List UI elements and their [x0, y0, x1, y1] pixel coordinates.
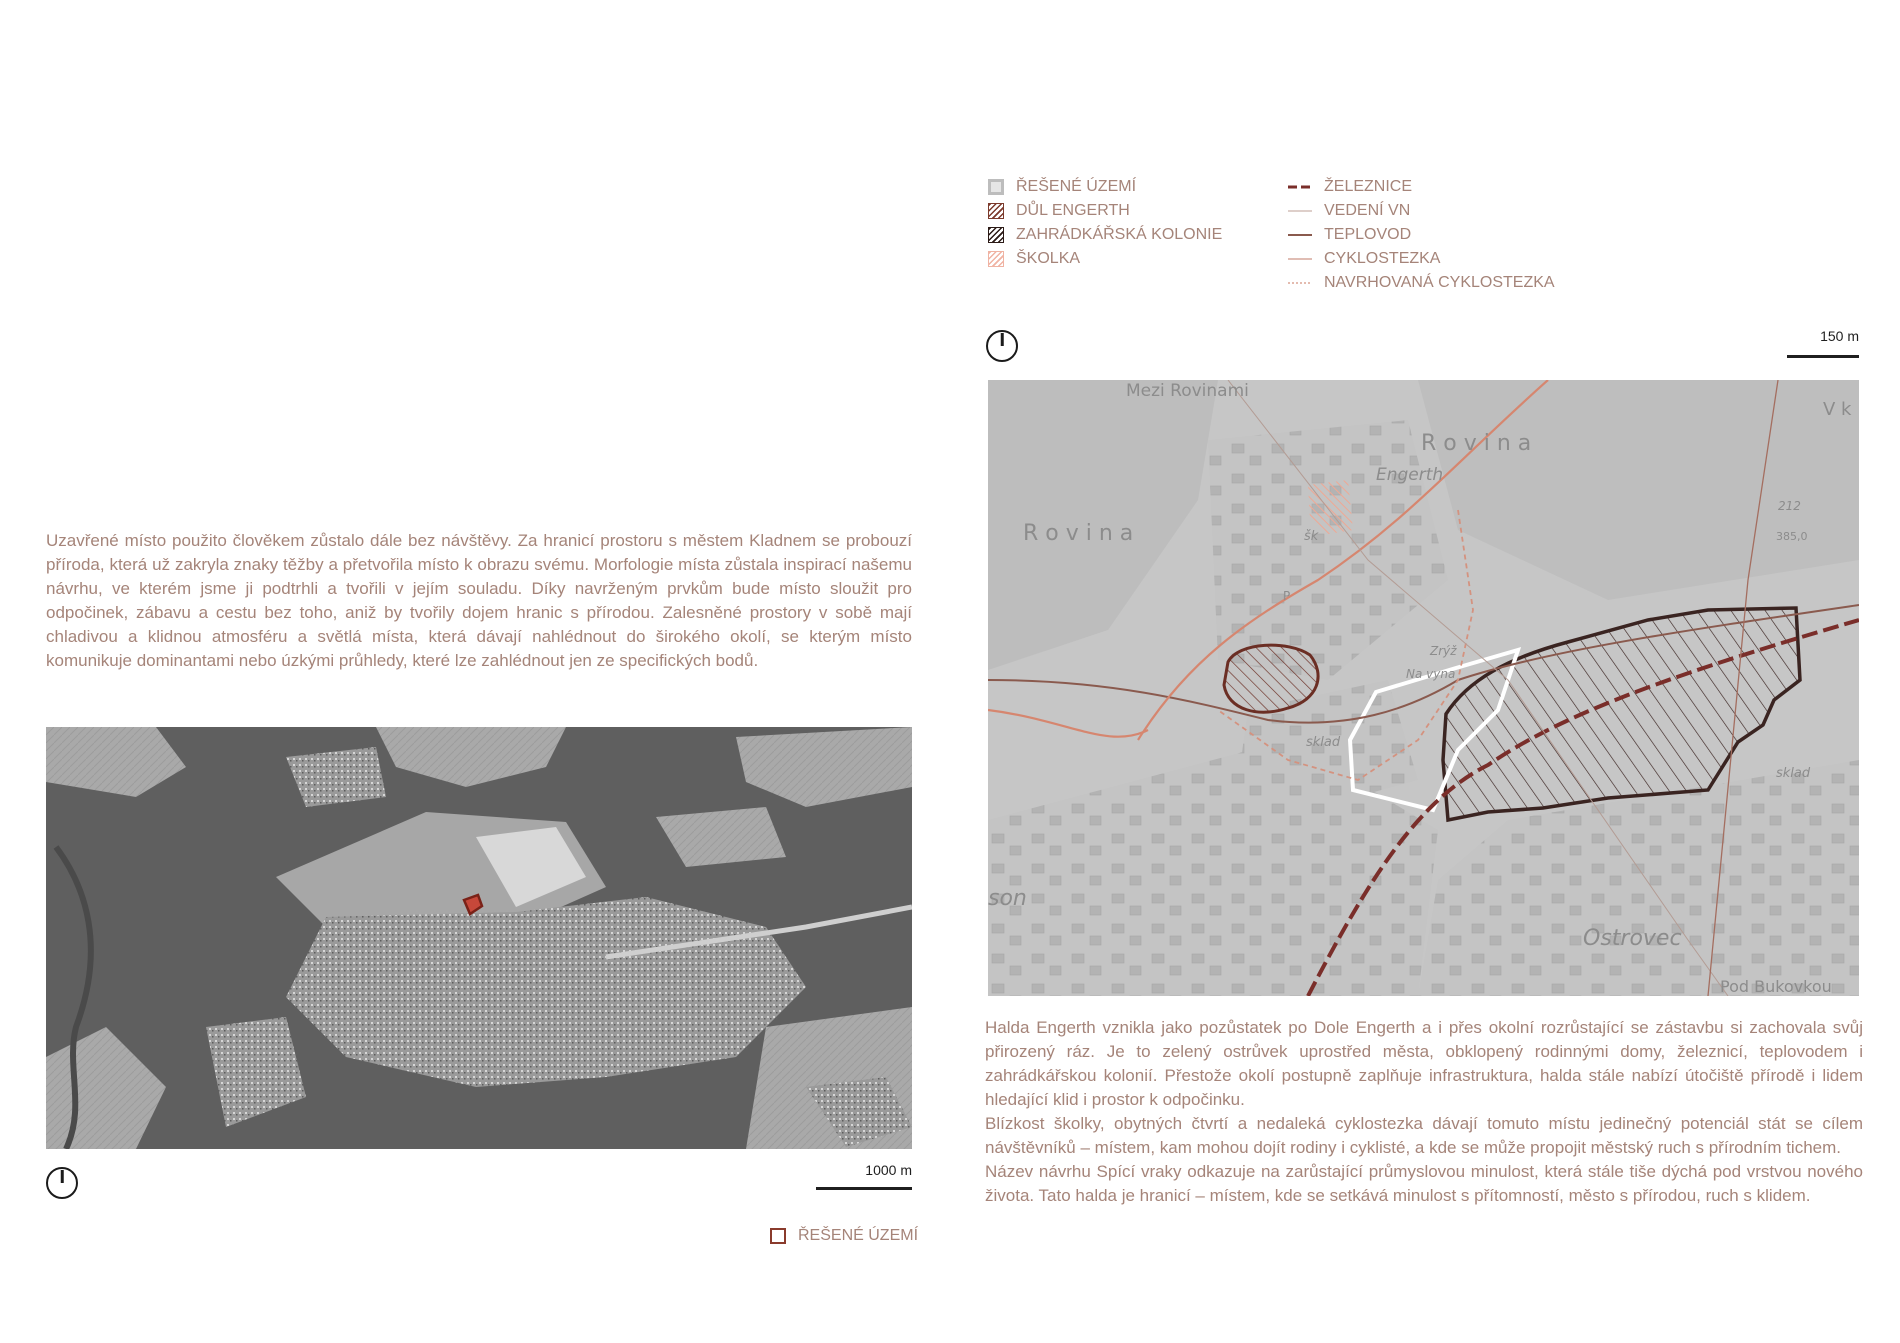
railway-line-icon [1288, 179, 1312, 195]
label-pod-bukovkou: Pod Bukovkou [1720, 977, 1832, 996]
site-description [985, 1016, 1863, 1208]
legend-item-teplovod: TEPLOVOD [1288, 225, 1555, 245]
label-engerth: Engerth [1376, 465, 1444, 485]
label-ostrovec: Ostrovec [1583, 926, 1682, 951]
legend-item-reseni-uzemi: ŘEŠENÉ ÚZEMÍ [988, 177, 1222, 197]
description-paragraph-2: Blízkost školky, obytných čtvrtí a nedaleká cyklostezka dávají tomuto místu jedinečný potenciál stát se cílem návštěvníků – místem, kam mohou dojít rodiny i cyklisté, a kde se může propojit městský ruch s přírodním tichem. [985, 1114, 1863, 1157]
legend-item-navrhovana-cyklostezka: NAVRHOVANÁ CYKLOSTEZKA [1288, 273, 1555, 293]
study-area-swatch-icon [988, 179, 1004, 195]
kindergarten-hatch-swatch-icon [988, 251, 1004, 267]
label-sklad-1: sklad [1306, 735, 1341, 750]
mine-hatch-swatch-icon [988, 203, 1004, 219]
detail-scale-label: 150 m [1820, 328, 1859, 344]
power-line-icon [1288, 203, 1312, 219]
detail-north-arrow-icon [986, 330, 1018, 362]
legend-item-dul-engerth: DŮL ENGERTH [988, 201, 1222, 221]
overview-legend-item: ŘEŠENÉ ÚZEMÍ [770, 1227, 918, 1245]
legend-item-zahradkarska-kolonie: ZAHRÁDKÁŘSKÁ KOLONIE [988, 225, 1222, 245]
proposed-cycle-path-icon [1288, 275, 1312, 291]
label-na-vyna: Na vyna [1406, 667, 1456, 681]
overview-scale-bar [816, 1187, 912, 1190]
label-212: 212 [1778, 499, 1801, 513]
label-mezi-rovinami: Mezi Rovinami [1126, 381, 1249, 401]
overview-scale-label: 1000 m [865, 1162, 912, 1178]
label-rovina-left: R o v i n a [1023, 521, 1134, 546]
label-zryz: Zrýž [1430, 644, 1457, 658]
overview-aerial-map[interactable] [46, 727, 912, 1149]
heat-pipeline-icon [1288, 227, 1312, 243]
label-sklad-2: sklad [1776, 766, 1811, 781]
detail-legend-areas [988, 177, 1222, 269]
label-son: son [988, 886, 1027, 911]
legend-item-vedeni-vn: VEDENÍ VN [1288, 201, 1555, 221]
intro-paragraph: Uzavřené místo použito člověkem zůstalo dále bez návštěvy. Za hranicí prostoru s městem Kladnem se probouzí příroda, která už zakryla znaky těžby a přetvořila místo k obrazu svému. Morfologie místa zůstala inspirací našemu návrhu, ve kterém jsme ji podtrhli a tvořili v jejím souladu. Díky navrženým prvkům bude místo sloužit pro odpočinek, zábavu a cestu bez toho, aniž by tvořily dojem hranic s přírodou. Zalesněné prostory v sobě mají chladivou a klidnou atmosféru a světlá místa, která dávají nahlédnout do širokého okolí, se kterým místo komunikuje dominantami nebo úzkými průhledy, které lze zahlédnout jen ze specifických bodů. [46, 531, 912, 670]
mine-engerth-area[interactable] [1224, 645, 1318, 712]
label-rovina-top: R o v i n a [1421, 431, 1532, 456]
label-vk: V k [1823, 399, 1852, 420]
description-paragraph-3: Název návrhu Spící vraky odkazuje na zarůstající průmyslovou minulost, která stále tiše dýchá pod vrstvou nového života. Tato halda je hranicí – místem, kde se setkává minulost s přítomností, město s přírodou, ruch s klidem. [985, 1162, 1863, 1205]
legend-item-zeleznice: ŽELEZNICE [1288, 177, 1555, 197]
detail-legend-lines [1288, 177, 1555, 293]
label-385: 385,0 [1776, 530, 1808, 543]
legend-item-skolka: ŠKOLKA [988, 249, 1222, 269]
outline-swatch-icon [770, 1228, 786, 1244]
allotment-hatch-swatch-icon [988, 227, 1004, 243]
legend-item-cyklostezka: CYKLOSTEZKA [1288, 249, 1555, 269]
detail-scale-bar [1787, 355, 1859, 358]
label-p: P [1283, 589, 1291, 603]
detail-site-map[interactable] [988, 380, 1859, 996]
cycle-path-icon [1288, 251, 1312, 267]
overview-north-arrow-icon [46, 1167, 78, 1199]
description-paragraph-1: Halda Engerth vznikla jako pozůstatek po Dole Engerth a i přes okolní rozrůstající se zástavbu si zachovala svůj přirozený ráz. Je to zelený ostrůvek uprostřed města, obklopený rodinnými domy, železnicí, teplovodem i zahrádkářskou kolonií. Přestože okolí postupně zaplňuje infrastruktura, halda stále nabízí útočiště přírodě i lidem hledající klid i prostor k odpočinku. [985, 1018, 1863, 1109]
label-sk: šk [1304, 529, 1319, 544]
